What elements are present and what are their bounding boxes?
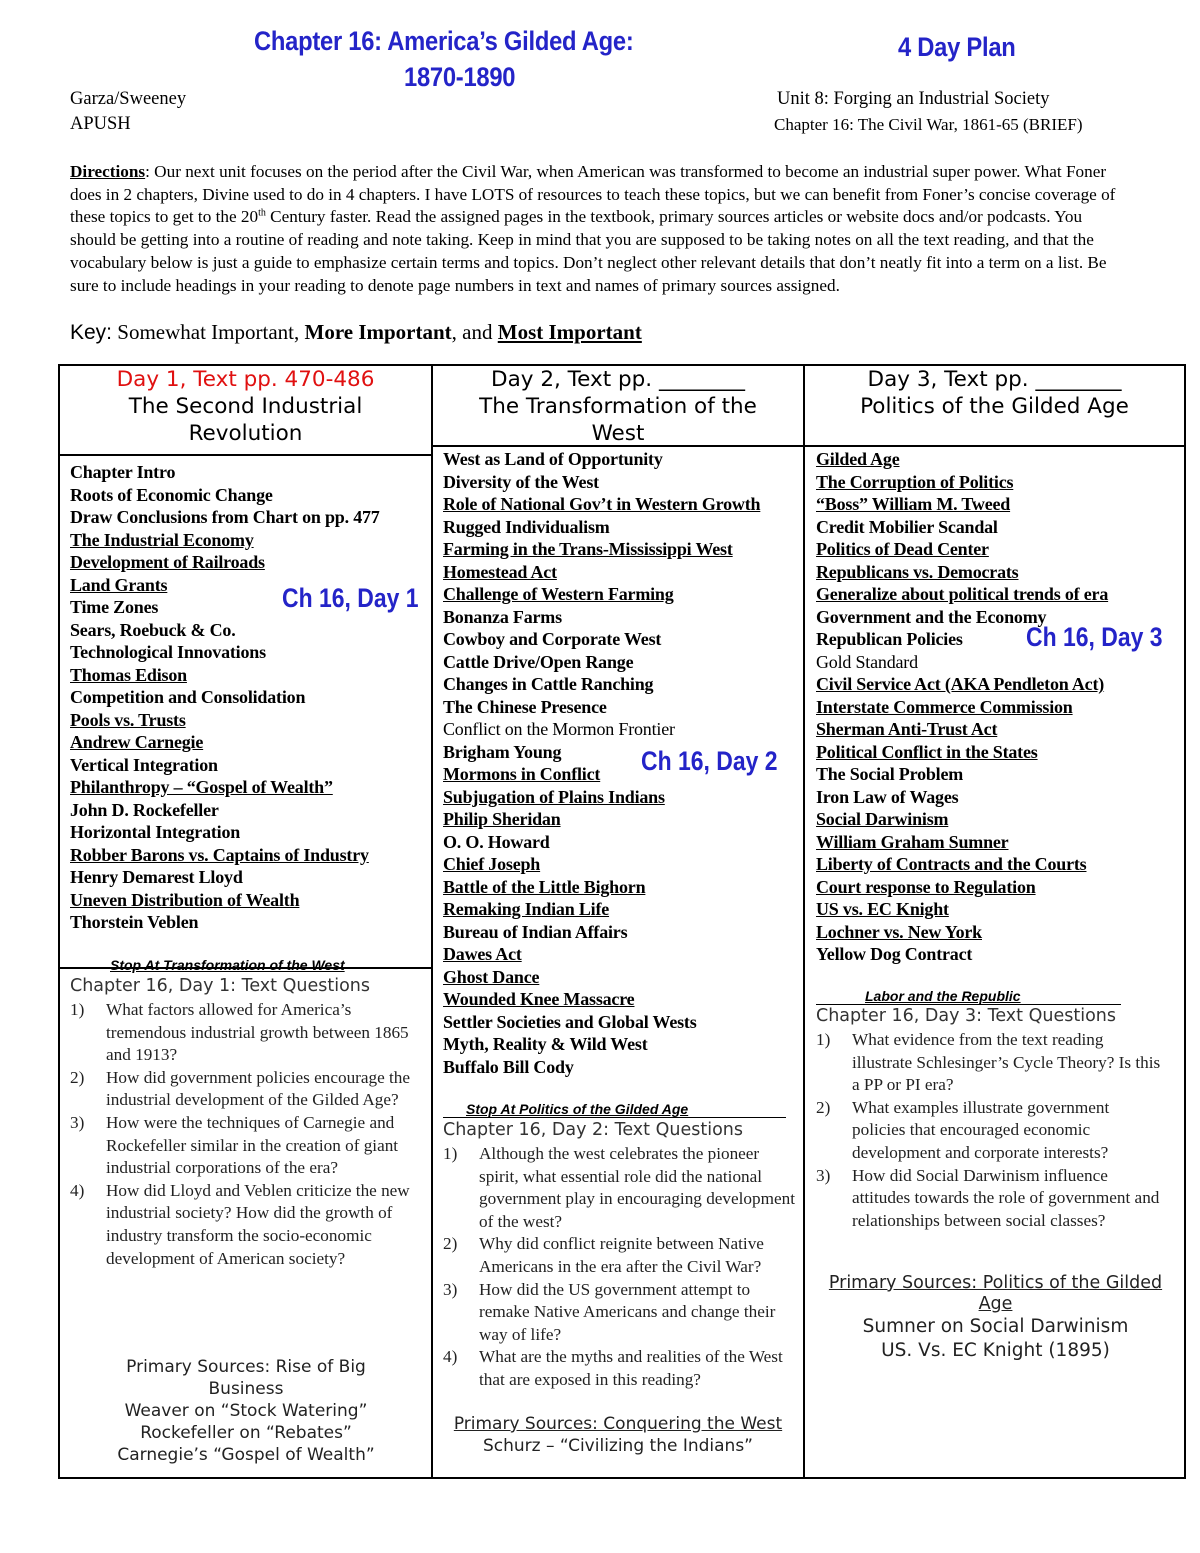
day2-term-philip-sheridan: Philip Sheridan <box>443 809 561 829</box>
day1-term-draw-conclusions-from-chart-on-pp-477: Draw Conclusions from Chart on pp. 477 <box>70 507 380 527</box>
question-number: 1) <box>816 1030 831 1049</box>
day3-term-gilded-age: Gilded Age <box>816 449 900 469</box>
day2-term-changes-in-cattle-ranching: Changes in Cattle Ranching <box>443 674 654 694</box>
day2-term-buffalo-bill-cody: Buffalo Bill Cody <box>443 1056 574 1077</box>
day2-term-chief-joseph: Chief Joseph <box>443 854 541 874</box>
question-number: 2) <box>443 1234 458 1254</box>
day3-term-gold-standard: Gold Standard <box>816 651 918 672</box>
day1-question-3 <box>70 1112 420 1180</box>
day2-question-list <box>443 1143 795 1392</box>
day3-pages: Day 3, Text pp. ________ <box>867 367 1122 392</box>
day2-term-bonanza-farms: Bonanza Farms <box>443 606 562 627</box>
day1-term-time-zones: Time Zones <box>70 597 159 617</box>
day2-stop-rule <box>443 1117 786 1118</box>
day1-primary-source-2: Rockefeller on “Rebates” <box>140 1423 352 1443</box>
directions-label: Directions <box>70 162 146 181</box>
day1-term-chapter-intro: Chapter Intro <box>70 462 176 482</box>
day3-question-1 <box>816 1029 1161 1097</box>
day3-primary-source-2: US. Vs. EC Knight (1895) <box>881 1340 1110 1361</box>
day1-question-list <box>70 999 420 1270</box>
day2-term-dawes-act: Dawes Act <box>443 944 522 964</box>
question-number: 4) <box>70 1180 85 1200</box>
day3-term-the-social-problem: The Social Problem <box>816 764 964 784</box>
title-line-1: Chapter 16: America’s Gilded Age: <box>254 26 634 56</box>
day2-question-1 <box>443 1143 795 1233</box>
day3-topic: Politics of the Gilded Age <box>860 394 1129 419</box>
day1-term-competition-and-consolidation: Competition and Consolidation <box>70 687 306 707</box>
key-and: , and <box>451 320 493 344</box>
day2-term-homestead-act: Homestead Act <box>443 561 557 582</box>
day1-question-4 <box>70 1180 420 1270</box>
day2-term-remaking-indian-life: Remaking Indian Life <box>443 899 610 919</box>
day3-term-us-vs-ec-knight: US vs. EC Knight <box>816 899 949 919</box>
day1-term-list <box>70 461 380 934</box>
day3-term-generalize-about-political-trends-of-era: Generalize about political trends of era <box>816 584 1109 604</box>
day2-term-battle-of-the-little-bighorn: Battle of the Little Bighorn <box>443 876 646 897</box>
question-number: 1) <box>443 1144 458 1163</box>
day1-term-roots-of-economic-change: Roots of Economic Change <box>70 484 273 505</box>
day1-primary-source-1: Weaver on “Stock Watering” <box>124 1401 368 1421</box>
day1-ps-heading: Primary Sources: Rise of Big Business <box>126 1357 366 1399</box>
day2-term-diversity-of-the-west: Diversity of the West <box>443 471 599 492</box>
day3-term-boss-william-m-tweed: “Boss” William M. Tweed <box>816 494 1011 514</box>
question-text: What evidence from the text reading illustrate Schlesinger’s Cycle Theory? Is this a PP or PI era? <box>852 1030 1161 1095</box>
day1-term-henry-demarest-lloyd: Henry Demarest Lloyd <box>70 867 243 887</box>
chapter-reference: Chapter 16: The Civil War, 1861-65 (BRIEF) <box>774 115 1083 134</box>
day1-term-john-d-rockefeller: John D. Rockefeller <box>70 799 219 820</box>
day3-primary-source-1: Sumner on Social Darwinism <box>862 1316 1129 1337</box>
teachers: Garza/Sweeney <box>70 89 187 109</box>
day1-questions-heading: Chapter 16, Day 1: Text Questions <box>70 976 370 996</box>
day3-term-william-graham-sumner: William Graham Sumner <box>816 831 1009 852</box>
day3-term-civil-service-act-aka-pendleton-act: Civil Service Act (AKA Pendleton Act) <box>816 674 1105 694</box>
day2-question-3 <box>443 1279 795 1347</box>
day1-term-horizontal-integration: Horizontal Integration <box>70 822 241 842</box>
question-number: 3) <box>443 1279 458 1299</box>
day3-term-social-darwinism: Social Darwinism <box>816 809 949 829</box>
day1-pages: Day 1, Text pp. 470-486 <box>116 367 375 392</box>
key-somewhat: Somewhat Important, <box>117 320 300 344</box>
title-line-2: 1870-1890 <box>404 62 516 92</box>
day1-topic-line-1: The Second Industrial <box>128 394 363 419</box>
day2-term-the-chinese-presence: The Chinese Presence <box>443 696 607 717</box>
day1-term-philanthropy-gospel-of-wealth: Philanthropy – “Gospel of Wealth” <box>70 777 333 797</box>
day3-term-politics-of-dead-center: Politics of Dead Center <box>816 539 989 559</box>
question-text: Why did conflict reignite between Native Americans in the era after the Civil War? <box>479 1234 764 1276</box>
question-text: How did Social Darwinism influence attitudes towards the role of government and relationships between social classes? <box>852 1165 1160 1230</box>
day3-term-sherman-anti-trust-act: Sherman Anti-Trust Act <box>816 719 998 739</box>
unit-label: Unit 8: Forging an Industrial Society <box>777 89 1050 109</box>
day1-term-the-industrial-economy: The Industrial Economy <box>70 529 254 550</box>
day3-ps-heading: Primary Sources: Politics of the Gilded Age <box>828 1273 1163 1314</box>
day1-term-land-grants: Land Grants <box>70 574 168 595</box>
key-more: More Important <box>304 320 452 344</box>
question-text: How did the US government attempt to remake Native Americans and change their way of life? <box>479 1279 776 1344</box>
day2-term-cowboy-and-corporate-west: Cowboy and Corporate West <box>443 629 662 649</box>
day1-question-2 <box>70 1067 420 1112</box>
day3-term-yellow-dog-contract: Yellow Dog Contract <box>816 944 973 964</box>
day2-question-2 <box>443 1233 795 1278</box>
day2-term-bureau-of-indian-affairs: Bureau of Indian Affairs <box>443 921 628 942</box>
day2-term-west-as-land-of-opportunity: West as Land of Opportunity <box>443 449 663 469</box>
day2-term-farming-in-the-trans-mississippi-west: Farming in the Trans-Mississippi West <box>443 539 733 559</box>
day1-term-thomas-edison: Thomas Edison <box>70 664 187 685</box>
day3-header-rule <box>803 445 1186 447</box>
day3-term-republican-policies: Republican Policies <box>816 629 963 649</box>
question-number: 2) <box>816 1097 831 1117</box>
day3-question-list <box>816 1029 1161 1232</box>
day3-term-political-conflict-in-the-states: Political Conflict in the States <box>816 741 1038 762</box>
day2-question-4 <box>443 1346 795 1391</box>
day2-pages: Day 2, Text pp. ________ <box>491 367 745 392</box>
day1-question-1 <box>70 999 420 1067</box>
day2-term-subjugation-of-plains-indians: Subjugation of Plains Indians <box>443 786 665 807</box>
course: APUSH <box>70 114 131 134</box>
day2-term-rugged-individualism: Rugged Individualism <box>443 516 610 537</box>
day1-term-pools-vs-trusts: Pools vs. Trusts <box>70 709 186 730</box>
day2-term-ghost-dance: Ghost Dance <box>443 966 540 987</box>
key-label: Key: <box>70 321 113 344</box>
question-text: How were the techniques of Carnegie and Rockefeller similar in the creation of giant industrial corporations of the era? <box>106 1112 399 1178</box>
day2-primary-source-1: Schurz – “Civilizing the Indians” <box>482 1436 753 1456</box>
plan-label: 4 Day Plan <box>898 32 1016 62</box>
question-number: 3) <box>816 1165 831 1185</box>
directions-text: : Our next unit focuses on the period after the Civil War, when American was transformed to become an industrial super power. What Foner does in 2 chapters, Divine used to do in 4 chapters. I have LOTS of resources to teach these topics, but we can benefit from Foner’s concise coverage of these topics to get to the 20 <box>70 162 1116 227</box>
question-text: Although the west celebrates the pioneer spirit, what essential role did the national government play in encouraging development of the west? <box>479 1144 795 1231</box>
directions-paragraph <box>70 161 1130 297</box>
day1-stamp: Ch 16, Day 1 <box>282 583 419 613</box>
question-number: 3) <box>70 1112 85 1132</box>
day3-primary-sources <box>807 1273 1184 1363</box>
question-text: What are the myths and realities of the West that are exposed in this reading? <box>479 1347 783 1389</box>
question-text: How did government policies encourage the industrial development of the Gilded Age? <box>106 1067 411 1110</box>
day2-term-mormons-in-conflict: Mormons in Conflict <box>443 764 601 784</box>
column-divider-2 <box>803 364 805 1479</box>
day3-questions-heading: Chapter 16, Day 3: Text Questions <box>816 1006 1116 1026</box>
day1-term-technological-innovations: Technological Innovations <box>70 642 266 662</box>
day2-topic-line-1: The Transformation of the <box>479 394 757 419</box>
day3-question-3 <box>816 1165 1161 1233</box>
day2-term-challenge-of-western-farming: Challenge of Western Farming <box>443 584 674 604</box>
day3-stamp: Ch 16, Day 3 <box>1026 622 1163 652</box>
day3-term-list <box>816 448 1108 966</box>
day1-header <box>60 366 431 447</box>
day2-questions-heading: Chapter 16, Day 2: Text Questions <box>443 1120 743 1140</box>
day1-term-robber-barons-vs-captains-of-industry: Robber Barons vs. Captains of Industry <box>70 844 369 865</box>
day3-term-republicans-vs-democrats: Republicans vs. Democrats <box>816 561 1019 582</box>
day3-question-2 <box>816 1097 1161 1165</box>
day3-term-interstate-commerce-commission: Interstate Commerce Commission <box>816 696 1073 717</box>
question-number: 4) <box>443 1347 458 1367</box>
question-number: 2) <box>70 1067 85 1087</box>
day3-term-lochner-vs-new-york: Lochner vs. New York <box>816 921 982 942</box>
day3-term-credit-mobilier-scandal: Credit Mobilier Scandal <box>816 516 998 537</box>
day2-topic-line-2: West <box>591 421 645 446</box>
day2-primary-sources <box>435 1413 801 1457</box>
day2-term-cattle-drive-open-range: Cattle Drive/Open Range <box>443 651 634 672</box>
day1-term-andrew-carnegie: Andrew Carnegie <box>70 732 204 752</box>
day2-ps-heading: Primary Sources: Conquering the West <box>453 1414 783 1434</box>
day2-stop-note: Stop At Politics of the Gilded Age <box>466 1101 689 1117</box>
day1-term-thorstein-veblen: Thorstein Veblen <box>70 912 199 932</box>
day1-stop-note: Stop At Transformation of the West <box>110 957 345 973</box>
day2-term-brigham-young: Brigham Young <box>443 741 562 762</box>
day1-topic-line-2: Revolution <box>188 421 303 446</box>
day2-term-settler-societies-and-global-wests: Settler Societies and Global Wests <box>443 1011 697 1032</box>
day2-term-wounded-knee-massacre: Wounded Knee Massacre <box>443 989 635 1009</box>
key-most: Most Important <box>497 320 642 344</box>
directions-text-2: Century faster. Read the assigned pages in the textbook, primary sources articles or website docs and/or podcasts. You should be getting into a routine of reading and note taking. Keep in mind that you are supposed to be taking notes on all the text reading, and that the vocabulary below is just a guide to emphasize certain terms and topics. Don’t neglect other relevant details that don’t neatly fit into a term on a list. Be sure to include headings in your reading to denote page numbers in text and names of primary sources assigned. <box>70 207 1107 295</box>
day1-header-rule <box>58 454 432 456</box>
day3-term-government-and-the-economy: Government and the Economy <box>816 606 1047 627</box>
day1-term-development-of-railroads: Development of Railroads <box>70 552 265 572</box>
question-number: 1) <box>70 1000 85 1019</box>
day3-stop-note: Labor and the Republic <box>865 988 1021 1004</box>
day1-term-sears-roebuck-co: Sears, Roebuck & Co. <box>70 619 236 640</box>
day3-stop-rule <box>816 1004 1121 1005</box>
question-text: How did Lloyd and Veblen criticize the new industrial society? How did the growth of industry transform the socio-economic development of American society? <box>106 1180 410 1268</box>
day1-term-vertical-integration: Vertical Integration <box>70 754 218 775</box>
day3-term-court-response-to-regulation: Court response to Regulation <box>816 876 1036 897</box>
day3-term-iron-law-of-wages: Iron Law of Wages <box>816 786 959 807</box>
column-divider-1 <box>431 364 433 1479</box>
day2-term-o-o-howard: O. O. Howard <box>443 831 550 852</box>
day2-term-conflict-on-the-mormon-frontier: Conflict on the Mormon Frontier <box>443 719 675 739</box>
importance-key <box>70 320 642 345</box>
day1-primary-sources <box>62 1356 430 1466</box>
day1-term-uneven-distribution-of-wealth: Uneven Distribution of Wealth <box>70 889 300 910</box>
day2-stamp: Ch 16, Day 2 <box>641 746 778 776</box>
day2-term-myth-reality-wild-west: Myth, Reality & Wild West <box>443 1034 648 1054</box>
day2-term-role-of-national-gov-t-in-western-growth: Role of National Gov’t in Western Growth <box>443 494 761 514</box>
day3-header <box>805 366 1184 420</box>
day3-term-the-corruption-of-politics: The Corruption of Politics <box>816 471 1014 492</box>
day2-header <box>433 366 803 447</box>
question-text: What examples illustrate government policies that encouraged economic development and corporate interests? <box>852 1097 1110 1162</box>
day3-term-liberty-of-contracts-and-the-courts: Liberty of Contracts and the Courts <box>816 854 1087 874</box>
question-text: What factors allowed for America’s tremendous industrial growth between 1865 and 1913? <box>106 1000 409 1065</box>
directions-sup: th <box>258 207 266 219</box>
day1-primary-source-3: Carnegie’s “Gospel of Wealth” <box>117 1445 375 1465</box>
